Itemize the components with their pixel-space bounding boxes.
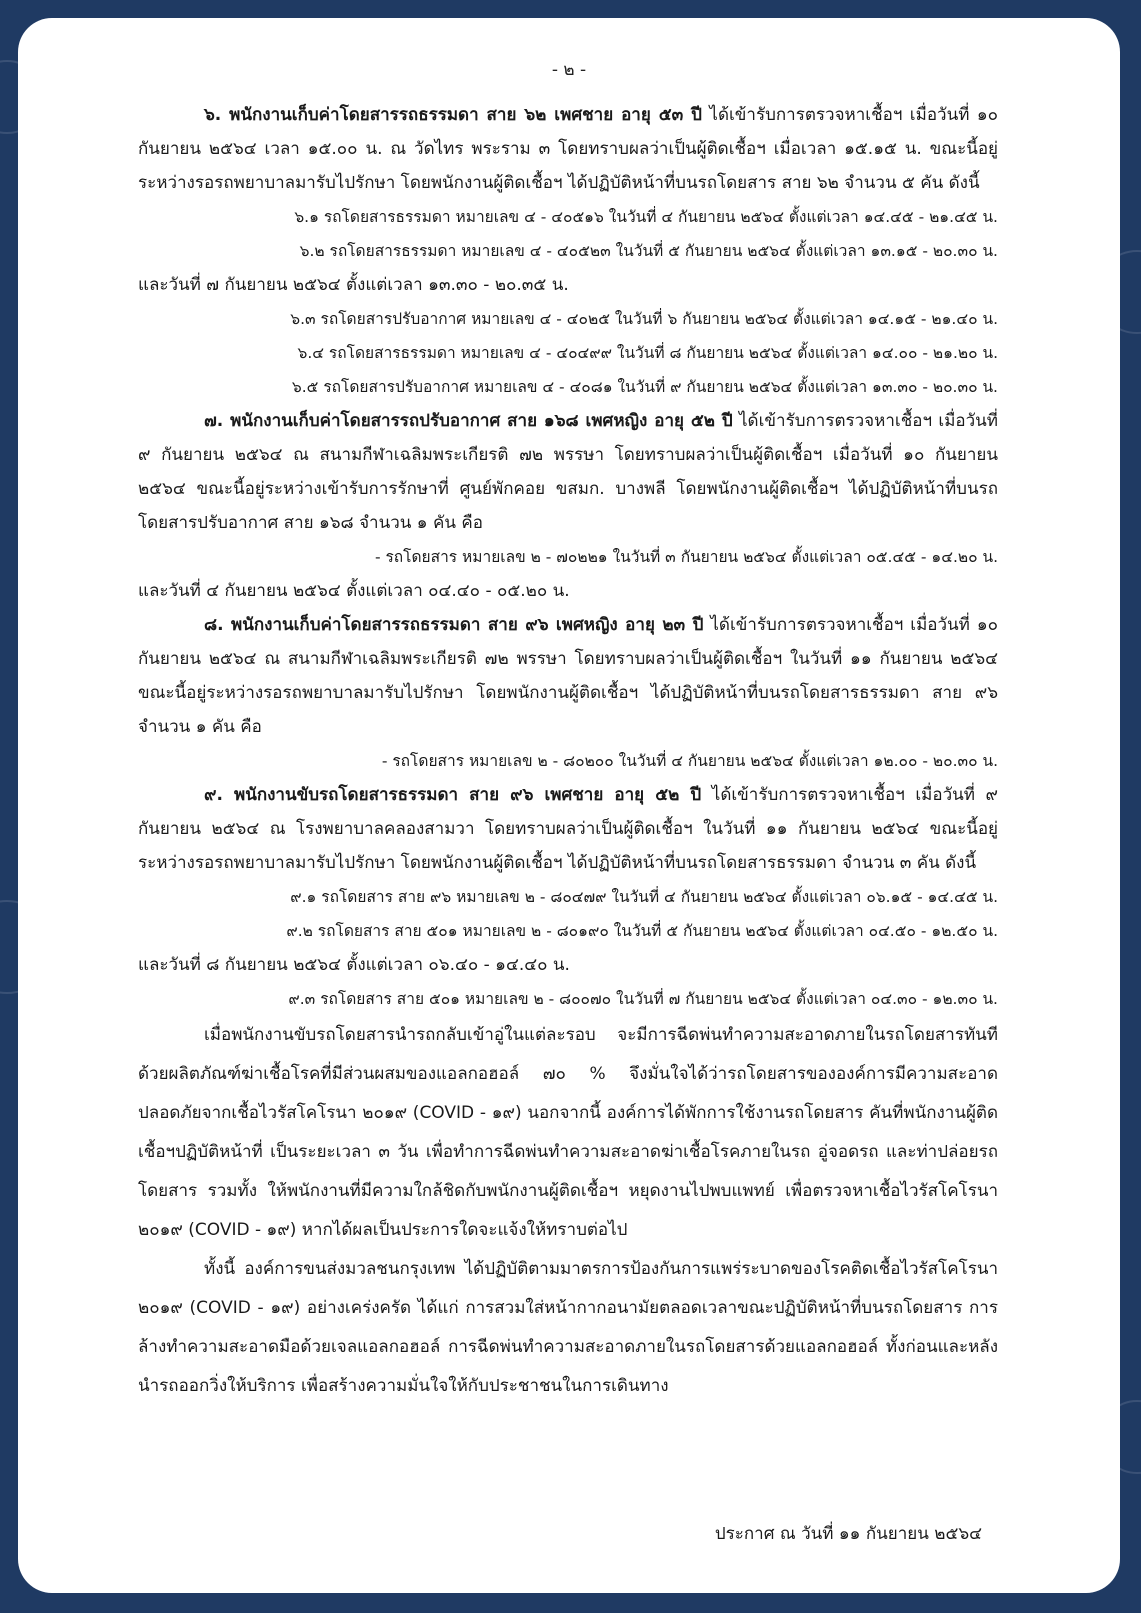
bus-item-continuation: และวันที่ ๘ กันยายน ๒๕๖๔ ตั้งแต่เวลา ๐๖.๔๐ - ๑๔.๔๐ น. bbox=[138, 955, 570, 975]
case-heading: ๘. พนักงานเก็บค่าโดยสารรถธรรมดา สาย ๙๖ เพศหญิง อายุ ๒๓ ปี bbox=[204, 615, 704, 635]
bus-item-line: ๙.๒ รถโดยสาร สาย ๕๐๑ หมายเลข ๒ - ๘๐๑๙๐ ในวันที่ ๕ กันยายน ๒๕๖๔ ตั้งแต่เวลา ๐๔.๕๐ - ๑๒.๕๐ น. bbox=[286, 922, 998, 940]
case-heading: ๖. พนักงานเก็บค่าโดยสารรถธรรมดา สาย ๖๒ เพศชาย อายุ ๕๓ ปี bbox=[204, 105, 702, 125]
case-section bbox=[138, 778, 998, 1016]
bus-item bbox=[138, 914, 998, 982]
bus-item: ๙.๓ รถโดยสาร สาย ๕๐๑ หมายเลข ๒ - ๘๐๐๗๐ ในวันที่ ๗ กันยายน ๒๕๖๔ ตั้งแต่เวลา ๐๔.๓๐ - ๑๒.๓๐ น. bbox=[288, 990, 998, 1008]
bus-item: - รถโดยสาร หมายเลข ๒ - ๘๐๒๐๐ ในวันที่ ๔ กันยายน ๒๕๖๔ ตั้งแต่เวลา ๑๒.๐๐ - ๒๐.๓๐ น. bbox=[381, 752, 998, 770]
bus-item-continuation: และวันที่ ๗ กันยายน ๒๕๖๔ ตั้งแต่เวลา ๑๓.๓๐ - ๒๐.๓๕ น. bbox=[138, 275, 569, 295]
page-number: - ๒ - bbox=[551, 60, 587, 80]
case-text: ได้เข้ารับการตรวจหาเชื้อฯ เมื่อวันที่ ๙ กันยายน ๒๕๖๔ ณ โรงพยาบาลคลองสามวา โดยทราบผลว่าเป็นผู้ติดเชื้อฯ ในวันที่ ๑๑ กันยายน ๒๕๖๔ ขณะนี้อยู่ระหว่างรอรถพยาบาลมารับไปรักษา โดยพนักงานผู้ติดเชื้อฯ ได้ปฏิบัติหน้าที่บนรถโดยสารธรรมดา จำนวน ๓ คัน ดังนี้ bbox=[138, 785, 998, 873]
bus-item bbox=[138, 540, 998, 608]
bus-item-continuation: และวันที่ ๔ กันยายน ๒๕๖๔ ตั้งแต่เวลา ๐๔.๔๐ - ๐๕.๒๐ น. bbox=[138, 581, 570, 601]
bus-item bbox=[138, 234, 998, 302]
case-heading: ๗. พนักงานเก็บค่าโดยสารรถปรับอากาศ สาย ๑๖๘ เพศหญิง อายุ ๕๒ ปี bbox=[204, 411, 733, 431]
bus-item: ๙.๑ รถโดยสาร สาย ๙๖ หมายเลข ๒ - ๘๐๔๗๙ ในวันที่ ๔ กันยายน ๒๕๖๔ ตั้งแต่เวลา ๐๖.๑๕ - ๑๔.๔๕ น. bbox=[290, 888, 998, 906]
case-text: ได้เข้ารับการตรวจหาเชื้อฯ เมื่อวันที่ ๙ กันยายน ๒๕๖๔ ณ สนามกีฬาเฉลิมพระเกียรติ ๗๒ พรรษา โดยทราบผลว่าเป็นผู้ติดเชื้อฯ เมื่อวันที่ ๑๐ กันยายน ๒๕๖๔ ขณะนี้อยู่ระหว่างเข้ารับการรักษาที่ ศูนย์พักคอย ขสมก. บางพลี โดยพนักงานผู้ติดเชื้อฯ ได้ปฏิบัติหน้าที่บนรถโดยสารปรับอากาศ สาย ๑๖๘ จำนวน ๑ คัน คือ bbox=[138, 411, 998, 533]
case-section bbox=[138, 608, 998, 778]
case-heading: ๙. พนักงานขับรถโดยสารธรรมดา สาย ๙๖ เพศชาย อายุ ๕๒ ปี bbox=[204, 785, 702, 805]
case-text: ได้เข้ารับการตรวจหาเชื้อฯ เมื่อวันที่ ๑๐ กันยายน ๒๕๖๔ ณ สนามกีฬาเฉลิมพระเกียรติ ๗๒ พรรษา โดยทราบผลว่าเป็นผู้ติดเชื้อฯ ในวันที่ ๑๑ กันยายน ๒๕๖๔ ขณะนี้อยู่ระหว่างรอรถพยาบาลมารับไปรักษา โดยพนักงานผู้ติดเชื้อฯ ได้ปฏิบัติหน้าที่บนรถโดยสารธรรมดา สาย ๙๖ จำนวน ๑ คัน คือ bbox=[138, 615, 998, 737]
cleaning-paragraph: เมื่อพนักงานขับรถโดยสารนำรถกลับเข้าอู่ในแต่ละรอบ จะมีการฉีดพ่นทำความสะอาดภายในรถโดยสารทันทีด้วยผลิตภัณฑ์ฆ่าเชื้อโรคที่มีส่วนผสมของแอลกอฮอล์ ๗๐ % จึงมั่นใจได้ว่ารถโดยสารขององค์การมีความสะอาด ปลอดภัยจากเชื้อไวรัสโคโรนา ๒๐๑๙ (COVID - ๑๙) นอกจากนี้ องค์การได้พักการใช้งานรถโดยสาร คันที่พนักงานผู้ติดเชื้อฯปฏิบัติหน้าที่ เป็นระยะเวลา ๓ วัน เพื่อทำการฉีดพ่นทำความสะอาดฆ่าเชื้อโรคภายในรถ อู่จอดรถ และท่าปล่อยรถโดยสาร รวมทั้ง ให้พนักงานที่มีความใกล้ชิดกับพนักงานผู้ติดเชื้อฯ หยุดงานไปพบแพทย์ เพื่อตรวจหาเชื้อไวรัสโคโรนา ๒๐๑๙ (COVID - ๑๙) หากได้ผลเป็นประการใดจะแจ้งให้ทราบต่อไป bbox=[138, 1025, 998, 1240]
document-page bbox=[18, 18, 1120, 1593]
case-section bbox=[138, 98, 998, 404]
case-paragraph bbox=[138, 98, 998, 200]
announcement-date: ประกาศ ณ วันที่ ๑๑ กันยายน ๒๕๖๔ bbox=[714, 1524, 982, 1544]
bus-item-line: - รถโดยสาร หมายเลข ๒ - ๗๐๒๒๑ ในวันที่ ๓ กันยายน ๒๕๖๔ ตั้งแต่เวลา ๐๕.๔๕ - ๑๔.๒๐ น. bbox=[374, 548, 998, 566]
case-paragraph bbox=[138, 404, 998, 540]
bus-item: ๖.๓ รถโดยสารปรับอากาศ หมายเลข ๔ - ๔๐๒๕ ในวันที่ ๖ กันยายน ๒๕๖๔ ตั้งแต่เวลา ๑๔.๑๕ - ๒๑.๔๐ น. bbox=[290, 310, 998, 328]
measures-paragraph: ทั้งนี้ องค์การขนส่งมวลชนกรุงเทพ ได้ปฏิบัติตามมาตรการป้องกันการแพร่ระบาดของโรคติดเชื้อไวรัสโคโรนา ๒๐๑๙ (COVID - ๑๙) อย่างเคร่งครัด ได้แก่ การสวมใส่หน้ากากอนามัยตลอดเวลาขณะปฏิบัติหน้าที่บนรถโดยสาร การล้างทำความสะอาดมือด้วยเจลแอลกอฮอล์ การฉีดพ่นทำความสะอาดภายในรถโดยสารด้วยแอลกอฮอล์ ทั้งก่อนและหลังนำรถออกวิ่งให้บริการ เพื่อสร้างความมั่นใจให้กับประชาชนในการเดินทาง bbox=[138, 1259, 998, 1396]
bus-item: ๖.๑ รถโดยสารธรรมดา หมายเลข ๔ - ๔๐๕๑๖ ในวันที่ ๔ กันยายน ๒๕๖๔ ตั้งแต่เวลา ๑๔.๔๕ - ๒๑.๔๕ น. bbox=[294, 208, 998, 226]
bus-item-line: ๖.๒ รถโดยสารธรรมดา หมายเลข ๔ - ๔๐๕๒๓ ในวันที่ ๕ กันยายน ๒๕๖๔ ตั้งแต่เวลา ๑๓.๑๕ - ๒๐.๓๐ น. bbox=[299, 242, 998, 260]
case-text: ได้เข้ารับการตรวจหาเชื้อฯ เมื่อวันที่ ๑๐ กันยายน ๒๕๖๔ เวลา ๑๕.๐๐ น. ณ วัดไทร พระราม ๓ โดยทราบผลว่าเป็นผู้ติดเชื้อฯ เมื่อเวลา ๑๕.๑๕ น. ขณะนี้อยู่ระหว่างรอรถพยาบาลมารับไปรักษา โดยพนักงานผู้ติดเชื้อฯ ได้ปฏิบัติหน้าที่บนรถโดยสาร สาย ๖๒ จำนวน ๕ คัน ดังนี้ bbox=[138, 105, 998, 193]
bus-item: ๖.๔ รถโดยสารธรรมดา หมายเลข ๔ - ๔๐๔๙๙ ในวันที่ ๘ กันยายน ๒๕๖๔ ตั้งแต่เวลา ๑๔.๐๐ - ๒๑.๒๐ น. bbox=[297, 344, 998, 362]
case-paragraph bbox=[138, 608, 998, 744]
case-paragraph bbox=[138, 778, 998, 880]
bus-item: ๖.๕ รถโดยสารปรับอากาศ หมายเลข ๔ - ๔๐๘๑ ในวันที่ ๙ กันยายน ๒๕๖๔ ตั้งแต่เวลา ๑๓.๓๐ - ๒๐.๓๐ น. bbox=[291, 378, 998, 396]
case-section bbox=[138, 404, 998, 608]
document-body bbox=[138, 98, 998, 1406]
